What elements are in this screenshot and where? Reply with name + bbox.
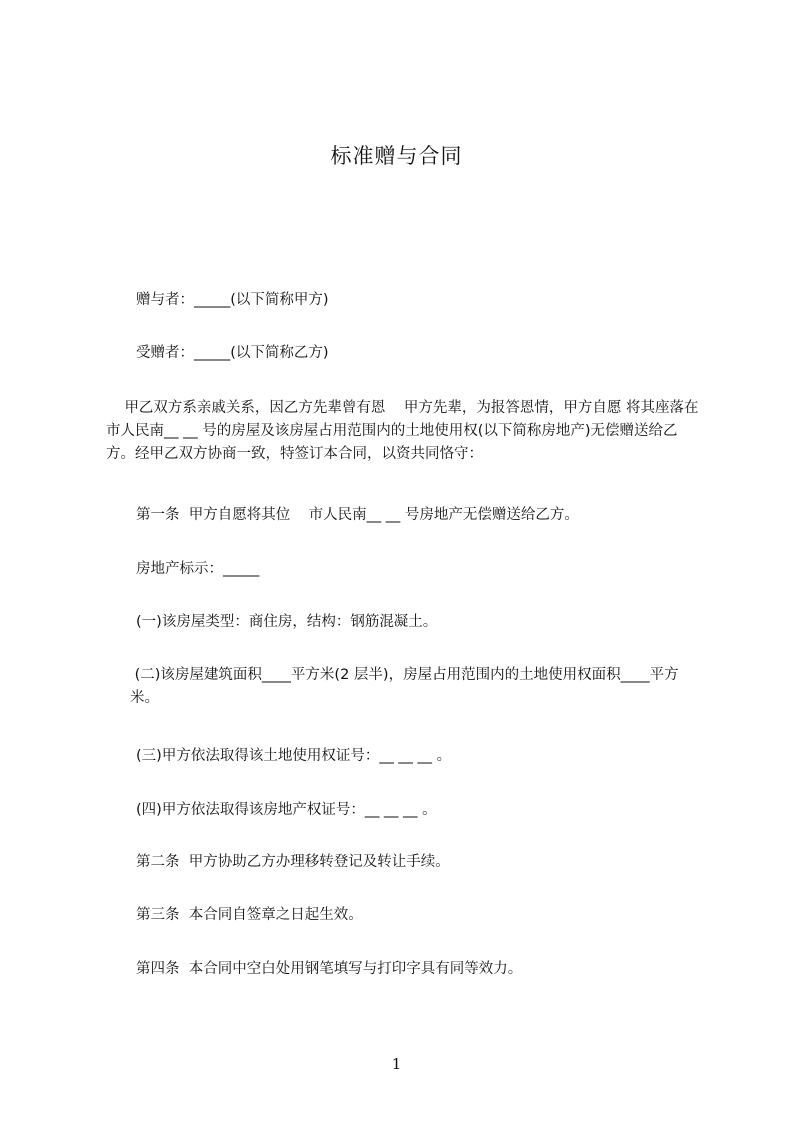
page-number: 1 [391, 1055, 402, 1073]
donor-line: 赠与者：_____(以下简称甲方) [136, 292, 329, 308]
property-item-2: (二)该房屋建筑面积____平方米(2 层半)，房屋占用范围内的土地使用权面积____平方米。 [130, 667, 679, 706]
document-title: 标准赠与合同 [330, 144, 463, 168]
property-item-4: (四)甲方依法取得该房地产权证号：__ __ __ 。 [136, 802, 437, 818]
article-4: 第四条 本合同中空白处用钢笔填写与打印字具有同等效力。 [136, 961, 523, 977]
article-1: 第一条 甲方自愿将其位 市人民南__ __ 号房地产无偿赠送给乙方。 [136, 507, 579, 523]
donee-line: 受赠者：_____(以下简称乙方) [136, 345, 329, 361]
property-item-1: (一)该房屋类型：商住房，结构：钢筋混凝土。 [136, 614, 438, 630]
property-label: 房地产标示：_____ [136, 561, 260, 577]
article-3: 第三条 本合同自签章之日起生效。 [136, 907, 363, 923]
property-item-3: (三)甲方依法取得该土地使用权证号：__ __ __ 。 [136, 748, 452, 764]
preamble-paragraph: 甲乙双方系亲戚关系，因乙方先辈曾有恩 甲方先辈，为报答恩情，甲方自愿 将其座落在市人民南__ __ 号的房屋及该房屋占用范围内的土地使用权(以下简称房地产)无偿赠送给乙方。经甲乙双方协商一致，特签订本合同，以资共同恪守： [106, 400, 699, 462]
article-2: 第二条 甲方协助乙方办理移转登记及转让手续。 [136, 854, 450, 870]
